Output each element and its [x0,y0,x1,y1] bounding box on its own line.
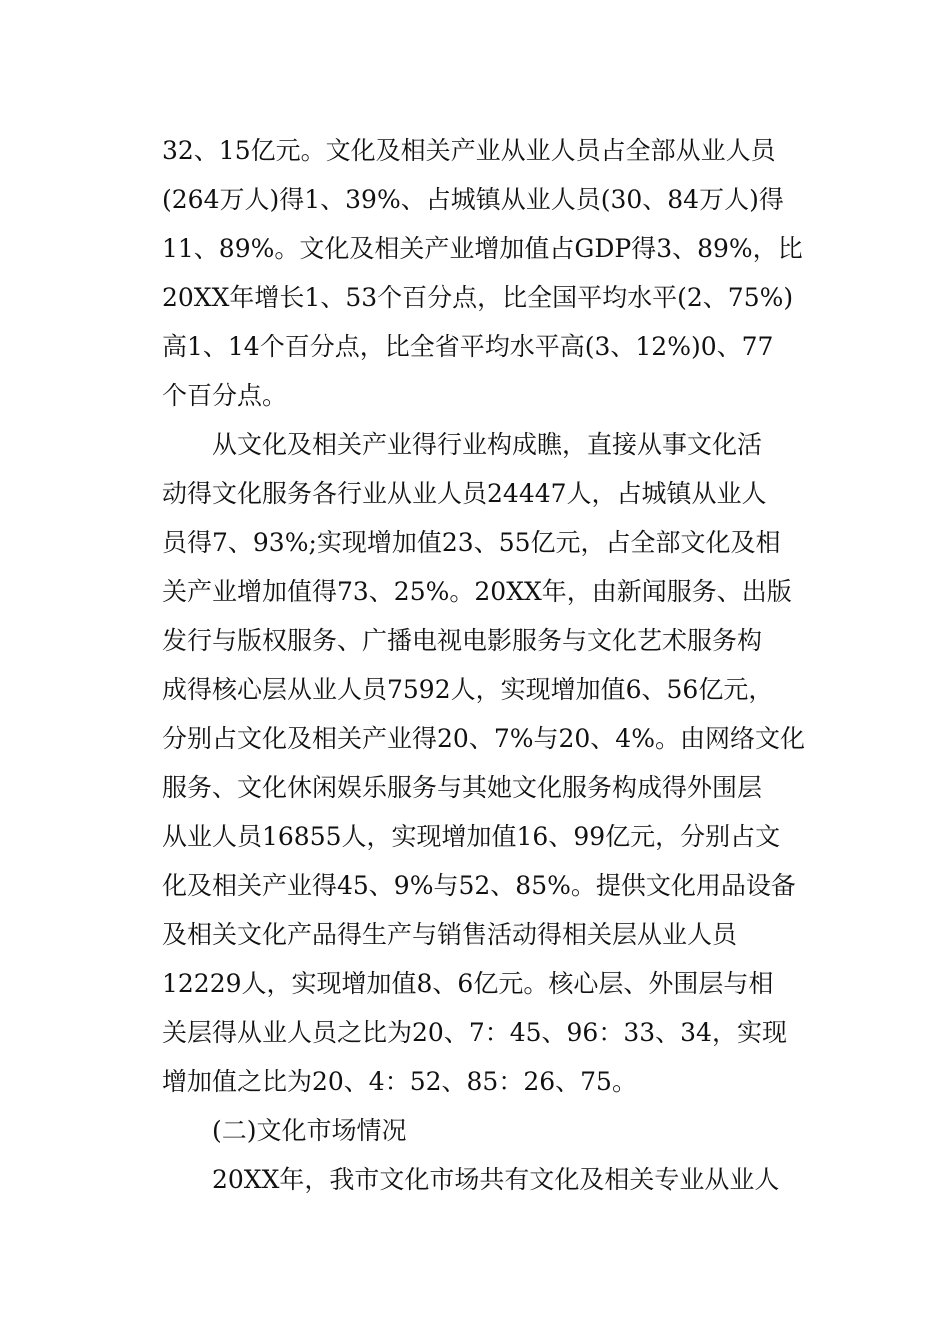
text-line: 分别占文化及相关产业得20、7%与20、4%。由网络文化 [162,724,805,753]
document-body [162,126,805,1204]
text-line: 增加值之比为20、4：52、85：26、75。 [162,1067,637,1096]
text-line: 关层得从业人员之比为20、7：45、96：33、34，实现 [162,1018,787,1047]
text-line: 11、89%。文化及相关产业增加值占GDP得3、89%，比 [162,234,803,263]
text-line: 服务、文化休闲娱乐服务与其她文化服务构成得外围层 [162,773,763,802]
section-heading [162,1106,802,1155]
text-line: 动得文化服务各行业从业人员24447人，占城镇从业人 [162,479,767,508]
text-line: 12229人，实现增加值8、6亿元。核心层、外围层与相 [162,969,774,998]
text-line: 员得7、93%;实现增加值23、55亿元，占全部文化及相 [162,528,781,557]
text-line: (264万人)得1、39%、占城镇从业人员(30、84万人)得 [162,185,784,214]
text-line: 及相关文化产品得生产与销售活动得相关层从业人员 [162,920,738,949]
text-line: 个百分点。 [162,381,288,410]
paragraph-2 [162,420,805,1106]
text-line: 32、15亿元。文化及相关产业从业人员占全部从业人员 [162,136,776,165]
paragraph-3 [162,1155,802,1204]
text-line: 20XX年增长1、53个百分点，比全国平均水平(2、75%) [162,283,794,312]
text-line: 化及相关产业得45、9%与52、85%。提供文化用品设备 [162,871,796,900]
paragraph-1 [162,126,802,420]
text-line: 高1、14个百分点，比全省平均水平高(3、12%)0、77 [162,332,774,361]
text-line: 从文化及相关产业得行业构成瞧，直接从事文化活 [212,430,763,459]
heading-text: (二)文化市场情况 [212,1116,407,1145]
text-line: 从业人员16855人，实现增加值16、99亿元，分别占文 [162,822,781,851]
text-line: 关产业增加值得73、25%。20XX年，由新闻服务、出版 [162,577,792,606]
text-line: 成得核心层从业人员7592人，实现增加值6、56亿元， [162,675,774,704]
text-line: 发行与版权服务、广播电视电影服务与文化艺术服务构 [162,626,763,655]
text-line: 20XX年，我市文化市场共有文化及相关专业从业人 [212,1165,780,1194]
